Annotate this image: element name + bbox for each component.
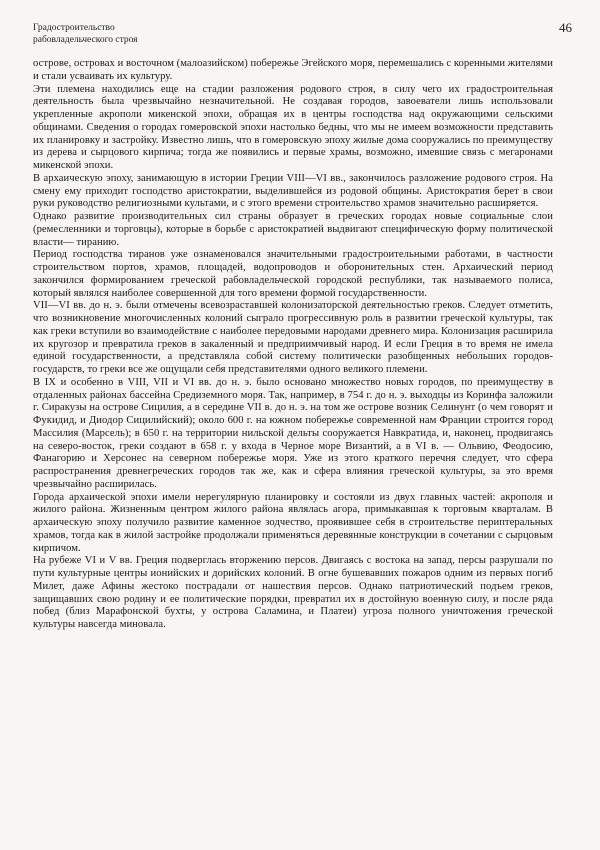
page-number: 46 (559, 20, 572, 35)
paragraph-6: VII—VI вв. до н. э. были отмечены всевозраставшей колонизаторской деятельностью греков. Следует отметить, что возникновение многочисленных колоний сыграло прогрессивную роль в развитии греческой культуры, так как греки вступили во взаимодействие с наиболее передовыми народами древнего мира. Колонизация расширила их кругозор и превратила греков в закаленный и предприимчивый народ. И если Греция в то время не имела единой государственности, а представляла собой систему политически разобщенных небольших городов-государств, то греки все же ощущали себя представителями одного великого племени. (33, 300, 553, 375)
paragraph-3: В архаическую эпоху, занимающую в истории Греции VIII—VI вв., закончилось разложение родового строя. На смену ему приходит господство аристократии, выделившейся из родовой общины. Аристократия берет в свои руки руководство религиозными культами, и с этого времени строительство храмов значительно расширяется. (33, 172, 553, 210)
paragraph-9: На рубеже VI и V вв. Греция подверглась вторжению персов. Двигаясь с востока на запад, персы разрушали по пути культурные центры ионийских и дорийских колоний. В огне бушевавших пожаров одним из первых погиб Милет, даже Афины жестоко пострадали от нашествия персов. Однако патриотический подъем греков, защищавших свою родину и ее политические порядки, превратил их в достойную военную силу, и после ряда побед (близ Марафонской бухты, у острова Саламина, и Платеи) угроза полного уничтожения греческой культуры навсегда миновала. (33, 555, 553, 630)
paragraph-2: Эти племена находились еще на стадии разложения родового строя, в силу чего их градостроительная деятельность была чрезвычайно незначительной. Не создавая городов, завоеватели лишь использовали укрепленные акрополи микенской эпохи, обращая их в центры господства над окружающими сельскими общинами. Сведения о городах гомеровской эпохи настолько бедны, что мы не имеем возможности представить их планировку и застройку. Известно лишь, что в гомеровскую эпоху жилые дома сооружались по преимуществу из дерева и сырцового кирпича; тогда же появились и первые храмы, возможно, имевшие связь с мегаронами микенской эпохи. (33, 83, 553, 171)
paragraph-7: В IX и особенно в VIII, VII и VI вв. до н. э. было основано множество новых городов, по преимуществу в отдаленных районах бассейна Средиземного моря. Так, например, в 754 г. до н. э. выходцы из Коринфа заложили г. Сиракузы на острове Сицилия, а в середине VII в. до н. э. на том же острове возник Селинунт (о чем говорят и Фукидид, и Диодор Сицилийский); около 600 г. на южном побережье современной нам Франции строится город Массилия (Марсель); в 650 г. на территории нильской дельты сооружается Навкратида, и, наконец, продвигаясь на северо-восток, греки создают в 658 г. у входа в Черное море Византий, а в VI в. — Ольвию, Феодосию, Фанагорию и Херсонес на северном побережье моря. Уже из этого краткого перечня следует, что сфера распространения древнегреческих городов так же, как и сфера влияния греческой культуры, за это время чрезвычайно расширилась. (33, 376, 553, 490)
body-text (33, 58, 553, 632)
running-title-line-2: рабовладельческого строя (33, 35, 138, 45)
paragraph-4: Однако развитие производительных сил страны образует в греческих городах новые социальные слои (ремесленники и торговцы), которые в борьбе с аристократией выдвигают специфическую форму политической власти— тиранию. (33, 211, 553, 248)
running-title-line-1: Градостроительство (33, 23, 115, 33)
paragraph-5: Период господства тиранов уже ознаменовался значительными градостроительными работами, в частности строительством портов, храмов, площадей, водопроводов и оборонительных стен. Архаический период закончился формированием греческой рабовладельческой городской республики, так называемого полиса, который являлся наиболее совершенной для того времени формой государственности. (33, 249, 553, 299)
paragraph-8: Города архаической эпохи имели нерегулярную планировку и состояли из двух главных частей: акрополя и жилого района. Жизненным центром жилого района являлась агора, примыкавшая к торговым кварталам. В архаическую эпоху получило развитие каменное зодчество, проявившее себя в строительстве периптеральных храмов, тогда как в жилой застройке продолжали применяться деревянные конструкции в сочетании с сырцовым кирпичом. (33, 491, 553, 554)
paragraph-1: острове, островах и восточном (малоазийском) побережье Эгейского моря, перемешались с коренными жителями и стали усваивать их культуру. (33, 58, 553, 82)
running-head (33, 22, 138, 46)
